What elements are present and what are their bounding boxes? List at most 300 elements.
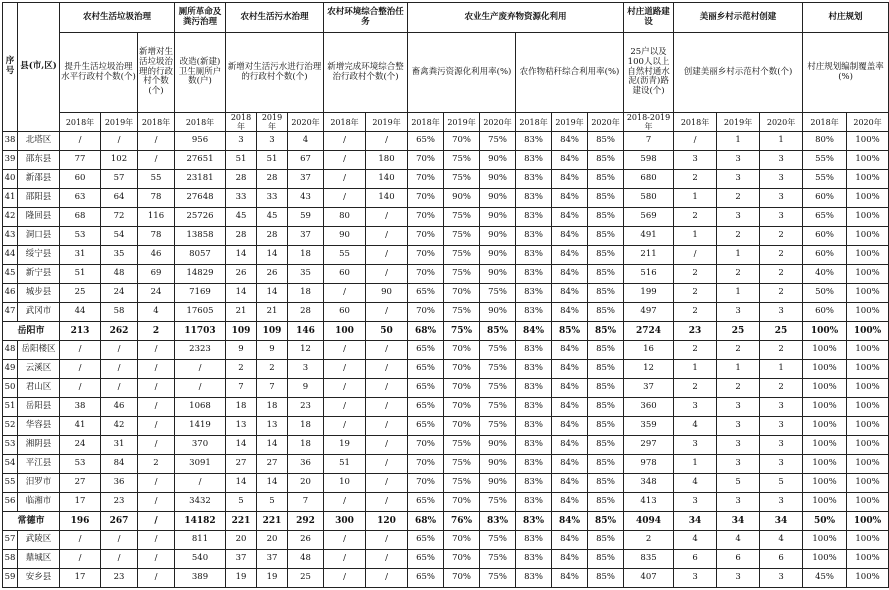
table-row: [3, 436, 889, 455]
cell-value: 24: [138, 284, 175, 303]
cell-value: 100%: [847, 170, 889, 189]
cell-value: 5: [760, 474, 803, 493]
cell-value: 84%: [552, 550, 588, 569]
cell-value: 53: [60, 227, 101, 246]
cell-value: 3: [760, 569, 803, 588]
cell-value: 3: [717, 569, 760, 588]
cell-value: /: [175, 379, 226, 398]
cell-value: 85%: [588, 531, 624, 550]
cell-value: 70%: [444, 284, 480, 303]
header-sub-village-count: 创建美丽乡村示范村个数(个): [674, 33, 803, 113]
cell-value: 3: [717, 170, 760, 189]
cell-value: /: [138, 474, 175, 493]
cell-value: /: [175, 360, 226, 379]
year-2018: 2018年: [226, 113, 257, 132]
cell-value: 6: [760, 550, 803, 569]
cell-value: 7: [257, 379, 288, 398]
cell-value: /: [138, 379, 175, 398]
row-seq: 38: [3, 132, 18, 151]
cell-value: 84%: [552, 151, 588, 170]
cell-value: 6: [674, 550, 717, 569]
cell-value: 199: [624, 284, 674, 303]
cell-value: 90%: [480, 151, 516, 170]
cell-value: 2: [760, 341, 803, 360]
year-2018: 2018年: [516, 113, 552, 132]
county-name: 湘阴县: [18, 436, 60, 455]
cell-value: 85%: [588, 493, 624, 512]
row-seq: 54: [3, 455, 18, 474]
cell-value: 116: [138, 208, 175, 227]
cell-value: 100%: [847, 417, 889, 436]
cell-value: 83%: [516, 455, 552, 474]
cell-value: 2: [674, 303, 717, 322]
cell-value: 55%: [803, 151, 847, 170]
cell-value: 75%: [480, 398, 516, 417]
cell-value: 2: [624, 531, 674, 550]
cell-value: 100%: [847, 265, 889, 284]
cell-value: 12: [624, 360, 674, 379]
cell-value: 3: [288, 360, 324, 379]
cell-value: 85%: [588, 151, 624, 170]
county-name: 武陵区: [18, 531, 60, 550]
cell-value: 3: [674, 398, 717, 417]
cell-value: /: [138, 569, 175, 588]
cell-value: 85%: [588, 360, 624, 379]
cell-value: 100%: [847, 284, 889, 303]
cell-value: 78: [138, 189, 175, 208]
row-seq: 40: [3, 170, 18, 189]
cell-value: 100%: [847, 227, 889, 246]
cell-value: /: [366, 265, 408, 284]
cell-value: /: [324, 550, 366, 569]
cell-value: /: [366, 246, 408, 265]
cell-value: 297: [624, 436, 674, 455]
cell-value: /: [138, 151, 175, 170]
year-2020: 2020年: [480, 113, 516, 132]
cell-value: 3: [674, 151, 717, 170]
cell-value: 100%: [847, 550, 889, 569]
cell-value: 3: [717, 417, 760, 436]
cell-value: /: [324, 493, 366, 512]
cell-value: 100%: [803, 379, 847, 398]
cell-value: 84%: [552, 132, 588, 151]
year-2018-2019: 2018-2019年: [624, 113, 674, 132]
cell-value: 83%: [516, 493, 552, 512]
cell-value: 1: [717, 360, 760, 379]
cell-value: 100%: [803, 531, 847, 550]
cell-value: 65%: [408, 550, 444, 569]
cell-value: 60%: [803, 303, 847, 322]
cell-value: 85%: [588, 265, 624, 284]
cell-value: 9: [226, 341, 257, 360]
cell-value: 85%: [588, 569, 624, 588]
cell-value: 3: [760, 398, 803, 417]
cell-value: /: [366, 132, 408, 151]
cell-value: 3: [674, 436, 717, 455]
cell-value: 85%: [588, 379, 624, 398]
cell-value: 90%: [480, 455, 516, 474]
cell-value: 5: [717, 474, 760, 493]
table-row: [3, 455, 889, 474]
table-row: [3, 379, 889, 398]
cell-value: 598: [624, 151, 674, 170]
cell-value: 90%: [480, 436, 516, 455]
cell-value: 109: [257, 322, 288, 341]
cell-value: 2: [674, 265, 717, 284]
county-name: 临湘市: [18, 493, 60, 512]
cell-value: 23: [288, 398, 324, 417]
cell-value: 407: [624, 569, 674, 588]
cell-value: 84%: [552, 455, 588, 474]
cell-value: 2: [226, 360, 257, 379]
cell-value: 359: [624, 417, 674, 436]
cell-value: 413: [624, 493, 674, 512]
cell-value: 26: [226, 265, 257, 284]
header-row-years: [3, 113, 889, 132]
row-seq: 41: [3, 189, 18, 208]
cell-value: 67: [288, 151, 324, 170]
cell-value: 100%: [803, 417, 847, 436]
cell-value: 75%: [480, 531, 516, 550]
cell-value: 85%: [588, 512, 624, 531]
cell-value: 100%: [803, 474, 847, 493]
cell-value: 3: [760, 417, 803, 436]
cell-value: 51: [60, 265, 101, 284]
cell-value: 24: [60, 436, 101, 455]
cell-value: 85%: [588, 246, 624, 265]
cell-value: 5: [226, 493, 257, 512]
cell-value: 221: [226, 512, 257, 531]
cell-value: 75%: [480, 341, 516, 360]
table-row: [3, 246, 889, 265]
cell-value: 27: [226, 455, 257, 474]
cell-value: 83%: [516, 284, 552, 303]
cell-value: 85%: [588, 474, 624, 493]
cell-value: 75%: [480, 417, 516, 436]
cell-value: 59: [288, 208, 324, 227]
cell-value: 75%: [480, 493, 516, 512]
cell-value: 2: [760, 284, 803, 303]
cell-value: 48: [288, 550, 324, 569]
cell-value: 3: [674, 569, 717, 588]
cell-value: 14: [257, 246, 288, 265]
cell-value: 38: [60, 398, 101, 417]
table-row: [3, 569, 889, 588]
cell-value: 34: [674, 512, 717, 531]
header-sub-plan-coverage: 村庄规划编制覆盖率(%): [803, 33, 889, 113]
year-2019: 2019年: [101, 113, 138, 132]
cell-value: 7: [288, 493, 324, 512]
cell-value: 25: [288, 569, 324, 588]
cell-value: 84%: [552, 531, 588, 550]
cell-value: 85%: [588, 227, 624, 246]
cell-value: /: [175, 474, 226, 493]
cell-value: 37: [624, 379, 674, 398]
cell-value: /: [366, 208, 408, 227]
cell-value: 84%: [552, 303, 588, 322]
cell-value: /: [60, 360, 101, 379]
cell-value: 31: [60, 246, 101, 265]
cell-value: 83%: [516, 189, 552, 208]
cell-value: 85%: [588, 550, 624, 569]
cell-value: /: [101, 550, 138, 569]
cell-value: 31: [101, 436, 138, 455]
cell-value: 2724: [624, 322, 674, 341]
cell-value: 16: [624, 341, 674, 360]
cell-value: 55: [138, 170, 175, 189]
cell-value: 70%: [408, 474, 444, 493]
cell-value: 3: [674, 493, 717, 512]
cell-value: /: [138, 360, 175, 379]
cell-value: 4094: [624, 512, 674, 531]
cell-value: 14: [226, 474, 257, 493]
row-seq: 46: [3, 284, 18, 303]
cell-value: /: [138, 398, 175, 417]
cell-value: 14: [257, 436, 288, 455]
table-row: [3, 341, 889, 360]
row-seq: 47: [3, 303, 18, 322]
cell-value: 70%: [444, 550, 480, 569]
cell-value: 83%: [516, 512, 552, 531]
year-2020: 2020年: [847, 113, 889, 132]
cell-value: /: [366, 227, 408, 246]
cell-value: 84%: [552, 436, 588, 455]
cell-value: 36: [101, 474, 138, 493]
cell-value: 80: [324, 208, 366, 227]
cell-value: 75%: [444, 322, 480, 341]
cell-value: 63: [60, 189, 101, 208]
cell-value: 18: [288, 246, 324, 265]
cell-value: 84: [101, 455, 138, 474]
header-sub-toilet: 改造(新建)卫生厕所户数(户): [175, 33, 226, 113]
county-name: 鼎城区: [18, 550, 60, 569]
cell-value: 84%: [552, 512, 588, 531]
county-name: 君山区: [18, 379, 60, 398]
cell-value: 680: [624, 170, 674, 189]
cell-value: 20: [288, 474, 324, 493]
year-2019: 2019年: [717, 113, 760, 132]
cell-value: /: [60, 132, 101, 151]
header-sub-environment: 新增完成环境综合整治行政村个数(个): [324, 33, 408, 113]
cell-value: 83%: [516, 265, 552, 284]
cell-value: 3: [717, 493, 760, 512]
cell-value: /: [60, 341, 101, 360]
cell-value: 84%: [516, 322, 552, 341]
county-name: 岳阳楼区: [18, 341, 60, 360]
cell-value: 70%: [408, 436, 444, 455]
county-name: 安乡县: [18, 569, 60, 588]
cell-value: 55%: [803, 170, 847, 189]
cell-value: 1: [674, 189, 717, 208]
cell-value: 17605: [175, 303, 226, 322]
cell-value: 84%: [552, 569, 588, 588]
cell-value: 72: [101, 208, 138, 227]
cell-value: 50%: [803, 512, 847, 531]
cell-value: 100%: [847, 246, 889, 265]
cell-value: 35: [288, 265, 324, 284]
cell-value: 46: [138, 246, 175, 265]
cell-value: 21: [257, 303, 288, 322]
cell-value: 70%: [444, 360, 480, 379]
cell-value: /: [324, 398, 366, 417]
cell-value: 60: [324, 303, 366, 322]
cell-value: 84%: [552, 379, 588, 398]
cell-value: 13: [226, 417, 257, 436]
cell-value: 13858: [175, 227, 226, 246]
table-row: [3, 208, 889, 227]
cell-value: 3: [717, 303, 760, 322]
cell-value: 25: [760, 322, 803, 341]
cell-value: 70%: [408, 227, 444, 246]
cell-value: 18: [288, 417, 324, 436]
cell-value: 60%: [803, 227, 847, 246]
cell-value: 4: [674, 531, 717, 550]
cell-value: 85%: [588, 208, 624, 227]
cell-value: 1: [674, 227, 717, 246]
cell-value: 44: [60, 303, 101, 322]
cell-value: 37: [226, 550, 257, 569]
table-row: [3, 170, 889, 189]
cell-value: 83%: [516, 474, 552, 493]
cell-value: 100%: [847, 474, 889, 493]
cell-value: 28: [257, 170, 288, 189]
cell-value: 65%: [408, 132, 444, 151]
cell-value: 75%: [480, 379, 516, 398]
county-name: 北塔区: [18, 132, 60, 151]
cell-value: 50%: [803, 284, 847, 303]
cell-value: 85%: [588, 455, 624, 474]
cell-value: 90%: [480, 227, 516, 246]
table-row: [3, 417, 889, 436]
cell-value: 84%: [552, 360, 588, 379]
cell-value: 65%: [408, 360, 444, 379]
cell-value: 1: [760, 360, 803, 379]
cell-value: 35: [101, 246, 138, 265]
cell-value: /: [324, 284, 366, 303]
cell-value: 4: [288, 132, 324, 151]
cell-value: 100%: [803, 493, 847, 512]
cell-value: 75%: [444, 208, 480, 227]
cell-value: 14: [226, 246, 257, 265]
cell-value: 7: [624, 132, 674, 151]
table-row: [3, 550, 889, 569]
cell-value: 100%: [803, 360, 847, 379]
cell-value: 83%: [516, 531, 552, 550]
county-name: 新宁县: [18, 265, 60, 284]
row-seq: 45: [3, 265, 18, 284]
year-2020: 2020年: [760, 113, 803, 132]
cell-value: 70%: [444, 398, 480, 417]
header-sub-road: 25户以及100人以上自然村通水泥(沥青)路建设(个): [624, 33, 674, 113]
cell-value: 14829: [175, 265, 226, 284]
cell-value: /: [366, 303, 408, 322]
cell-value: 19: [324, 436, 366, 455]
cell-value: 6: [717, 550, 760, 569]
cell-value: 2: [674, 379, 717, 398]
cell-value: 75%: [444, 474, 480, 493]
cell-value: 1068: [175, 398, 226, 417]
cell-value: /: [324, 379, 366, 398]
cell-value: 83%: [516, 341, 552, 360]
cell-value: 100%: [847, 341, 889, 360]
year-2020: 2020年: [288, 113, 324, 132]
cell-value: /: [101, 360, 138, 379]
cell-value: /: [138, 531, 175, 550]
cell-value: 70%: [444, 417, 480, 436]
cell-value: 80%: [803, 132, 847, 151]
year-2019: 2019年: [444, 113, 480, 132]
cell-value: 55: [324, 246, 366, 265]
cell-value: 497: [624, 303, 674, 322]
cell-value: 3: [760, 189, 803, 208]
cell-value: 9: [257, 341, 288, 360]
cell-value: 140: [366, 189, 408, 208]
cell-value: 3: [717, 455, 760, 474]
cell-value: 51: [226, 151, 257, 170]
table-row: [3, 132, 889, 151]
cell-value: 100%: [847, 151, 889, 170]
cell-value: 540: [175, 550, 226, 569]
cell-value: 90%: [480, 208, 516, 227]
cell-value: 13: [257, 417, 288, 436]
cell-value: 8057: [175, 246, 226, 265]
county-name: 岳阳县: [18, 398, 60, 417]
row-seq: 43: [3, 227, 18, 246]
table-body: [3, 132, 889, 588]
cell-value: 3: [717, 151, 760, 170]
cell-value: 25: [717, 322, 760, 341]
county-name: 邵东县: [18, 151, 60, 170]
header-sub-livestock: 畜禽粪污资源化利用率(%): [408, 33, 516, 113]
cell-value: 2: [760, 265, 803, 284]
cell-value: 70%: [444, 379, 480, 398]
row-seq: 52: [3, 417, 18, 436]
cell-value: 70%: [408, 246, 444, 265]
cell-value: 1: [674, 360, 717, 379]
cell-value: 267: [101, 512, 138, 531]
cell-value: 83%: [516, 550, 552, 569]
cell-value: 1419: [175, 417, 226, 436]
cell-value: 33: [226, 189, 257, 208]
cell-value: 26: [288, 531, 324, 550]
cell-value: /: [138, 512, 175, 531]
cell-value: 10: [324, 474, 366, 493]
cell-value: /: [366, 341, 408, 360]
cell-value: /: [60, 531, 101, 550]
cell-value: /: [138, 493, 175, 512]
cell-value: 18: [226, 398, 257, 417]
cell-value: 27: [257, 455, 288, 474]
cell-value: 36: [288, 455, 324, 474]
row-seq: 48: [3, 341, 18, 360]
cell-value: 75%: [480, 132, 516, 151]
cell-value: 20: [257, 531, 288, 550]
table-row: [3, 531, 889, 550]
cell-value: 34: [717, 512, 760, 531]
year-2018: 2018年: [138, 113, 175, 132]
cell-value: 65%: [408, 398, 444, 417]
cell-value: /: [366, 531, 408, 550]
cell-value: 83%: [516, 303, 552, 322]
cell-value: 83%: [516, 246, 552, 265]
cell-value: 70%: [408, 208, 444, 227]
cell-value: 90%: [480, 265, 516, 284]
year-2018: 2018年: [803, 113, 847, 132]
cell-value: 300: [324, 512, 366, 531]
cell-value: 28: [226, 227, 257, 246]
cell-value: 42: [101, 417, 138, 436]
cell-value: /: [324, 170, 366, 189]
